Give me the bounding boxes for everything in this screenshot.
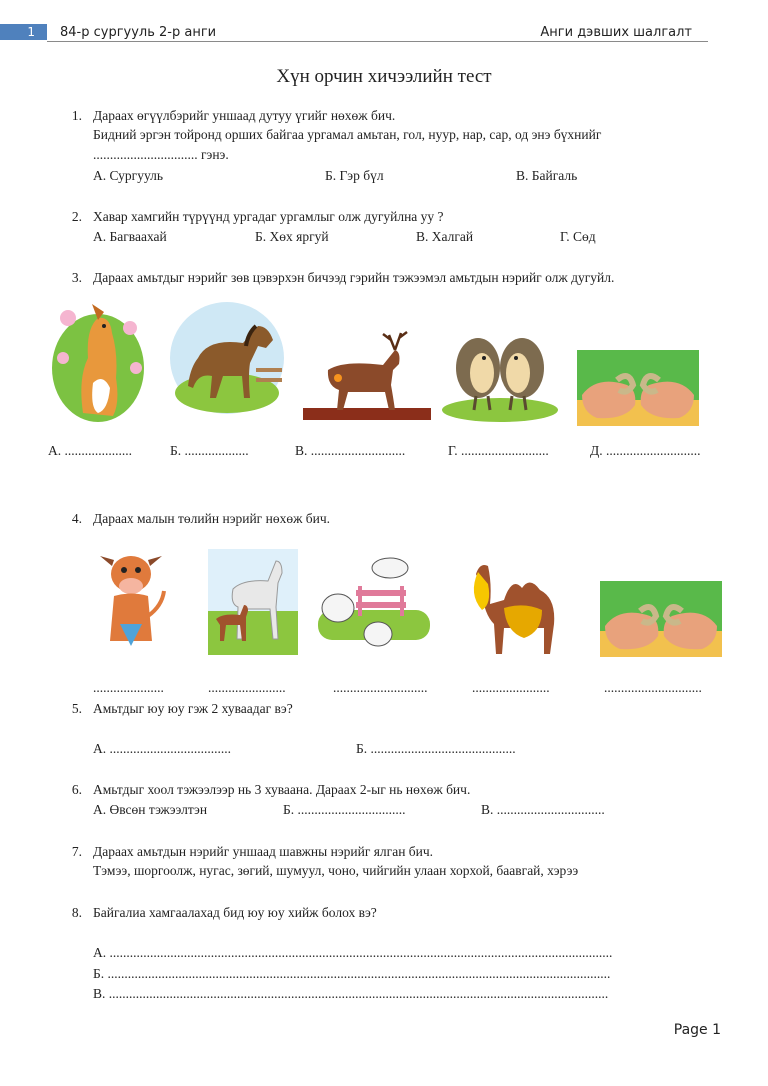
hedgehogs-picture bbox=[440, 318, 560, 424]
q3-blank-d[interactable]: Г. .......................... bbox=[448, 443, 549, 458]
q1-line3: ............................... гэнэ. bbox=[93, 147, 229, 162]
q1-text: Дараах өгүүлбэрийг уншаад дутуу үгийг нөхөж бич. bbox=[93, 108, 396, 123]
q1-line2: Бидний эргэн тойронд орших байгаа ургамал амьтан, гол, нуур, нар, сар, од энэ бүхнийг bbox=[93, 127, 602, 142]
q5-text: Амьтдыг юу юу гэж 2 хуваадаг вэ? bbox=[93, 701, 293, 716]
q2-option-a[interactable]: А. Багваахай bbox=[93, 229, 167, 244]
q5-blank-b[interactable]: Б. ........................................... bbox=[356, 741, 516, 756]
header-school: 84-р сургууль 2-р анги bbox=[60, 25, 217, 40]
q5-number: 5. bbox=[71, 701, 82, 716]
deer-picture bbox=[303, 330, 431, 426]
rams-picture bbox=[577, 350, 699, 426]
q6-blank-c[interactable]: В. ................................ bbox=[481, 802, 605, 817]
calf-picture bbox=[92, 546, 170, 656]
camel-picture bbox=[464, 554, 564, 658]
q4-blank-4[interactable]: ....................... bbox=[472, 680, 550, 695]
q7-animal-list: Тэмээ, шоргоолж, нугас, зөгий, шумуул, чоно, чийгийн улаан хорхой, баавгай, хэрээ bbox=[93, 863, 579, 878]
q8-text: Байгалиа хамгаалахад бид юу юу хийж болох вэ? bbox=[93, 905, 377, 920]
q4-number: 4. bbox=[71, 511, 82, 526]
lambs-picture bbox=[318, 552, 430, 652]
q6-answer-a: А. Өвсөн тэжээлтэн bbox=[93, 802, 208, 817]
puppy-picture bbox=[48, 298, 148, 424]
q4-blank-2[interactable]: ....................... bbox=[208, 680, 286, 695]
q3-number: 3. bbox=[71, 270, 82, 285]
header-divider bbox=[47, 41, 708, 42]
q7-text: Дараах амьтдын нэрийг уншаад шавжны нэрийг ялган бич. bbox=[93, 844, 434, 859]
foal-picture bbox=[208, 549, 298, 655]
q3-blank-b[interactable]: Б. ................... bbox=[170, 443, 249, 458]
q3-blank-e[interactable]: Д. ............................ bbox=[590, 443, 701, 458]
header-exam: Анги дэвших шалгалт bbox=[540, 25, 692, 40]
page-footer-label: Page 1 bbox=[673, 1022, 721, 1038]
q2-number: 2. bbox=[71, 209, 82, 224]
q2-option-c[interactable]: В. Халгай bbox=[416, 229, 474, 244]
q2-option-b[interactable]: Б. Хөх яргуй bbox=[255, 229, 329, 244]
q6-text: Амьтдыг хоол тэжээлээр нь 3 хуваана. Дараах 2-ыг нь нөхөж бич. bbox=[93, 782, 471, 797]
q2-text: Хавар хамгийн түрүүнд ургадаг ургамлыг олж дугуйлна уу ? bbox=[93, 209, 444, 224]
q8-number: 8. bbox=[71, 905, 82, 920]
rams-picture-2 bbox=[600, 581, 722, 657]
q8-blank-a[interactable]: А. ..................................................................................................................................................... bbox=[93, 945, 613, 960]
q3-text: Дараах амьтдыг нэрийг зөв цэвэрхэн бичээд гэрийн тэжээмэл амьтдын нэрийг олж дугуйл. bbox=[93, 270, 615, 285]
q2-option-d[interactable]: Г. Сөд bbox=[560, 229, 596, 244]
q1-option-a[interactable]: А. Сургууль bbox=[93, 168, 164, 183]
q5-blank-a[interactable]: А. .................................... bbox=[93, 741, 231, 756]
q8-blank-c[interactable]: В. .................................................................................................................................................... bbox=[93, 986, 609, 1001]
q7-number: 7. bbox=[71, 844, 82, 859]
page-number-badge: 1 bbox=[0, 24, 47, 40]
horse-picture bbox=[168, 298, 286, 416]
q6-number: 6. bbox=[71, 782, 82, 797]
q1-option-c[interactable]: В. Байгаль bbox=[516, 168, 578, 183]
q3-blank-a[interactable]: А. .................... bbox=[48, 443, 132, 458]
q8-blank-b[interactable]: Б. ..................................................................................................................................................... bbox=[93, 966, 611, 981]
q4-blank-5[interactable]: ............................. bbox=[604, 680, 702, 695]
q4-blank-1[interactable]: ..................... bbox=[93, 680, 164, 695]
page-title: Хүн орчин хичээлийн тест bbox=[276, 66, 492, 87]
q4-text: Дараах малын төлийн нэрийг нөхөж бич. bbox=[93, 511, 331, 526]
q6-blank-b[interactable]: Б. ................................ bbox=[283, 802, 406, 817]
q1-number: 1. bbox=[71, 108, 82, 123]
q3-blank-c[interactable]: В. ............................ bbox=[295, 443, 406, 458]
q4-blank-3[interactable]: ............................ bbox=[333, 680, 428, 695]
q1-option-b[interactable]: Б. Гэр бүл bbox=[325, 168, 384, 183]
